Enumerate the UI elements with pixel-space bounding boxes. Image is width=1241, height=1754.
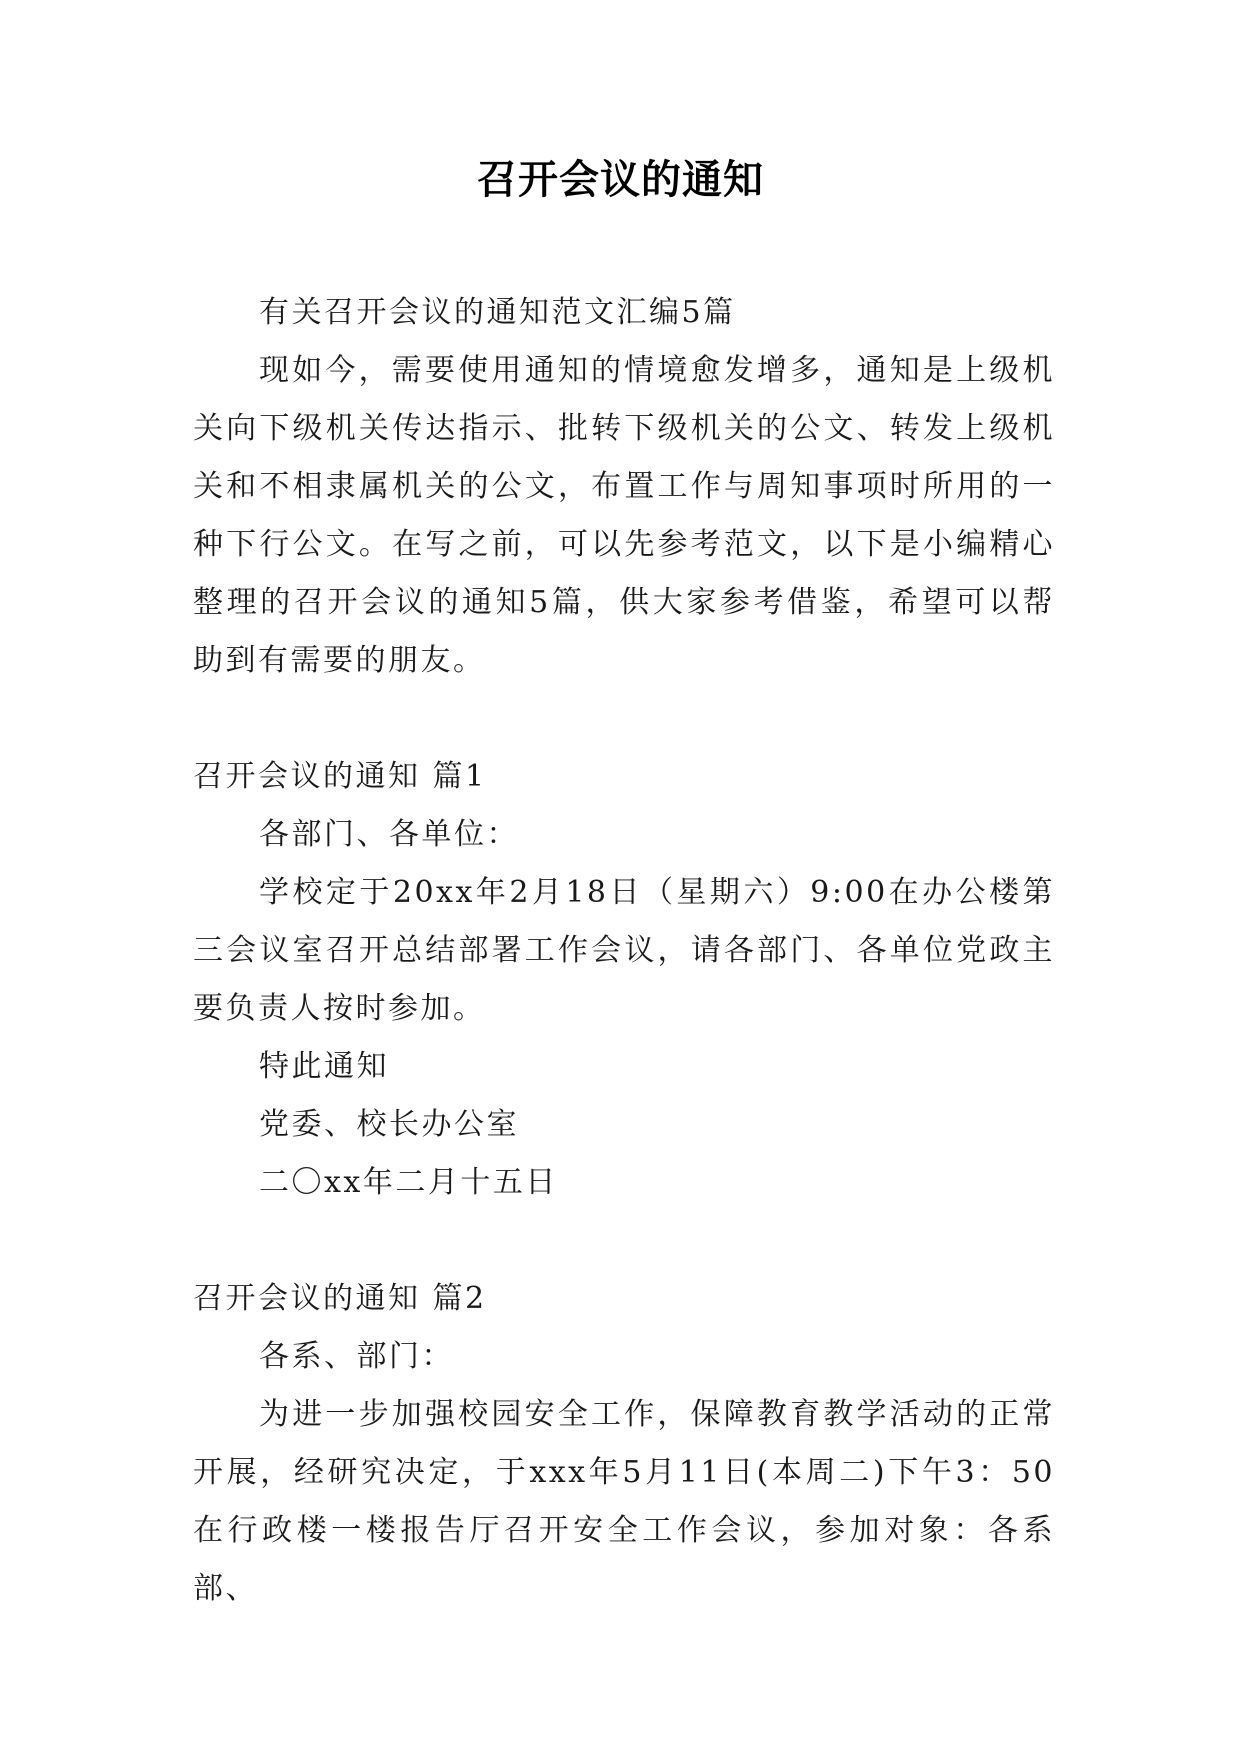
section-paragraph: 各系、部门： bbox=[259, 1339, 454, 1374]
section-1 bbox=[193, 748, 1055, 1212]
section-2 bbox=[193, 1270, 1055, 1618]
section-paragraph: 为进一步加强校园安全工作，保障教育教学活动的正常开展，经研究决定，于xxx年5月11日(本周二)下午3：50在行政楼一楼报告厅召开安全工作会议，参加对象：各系部、 bbox=[193, 1397, 1055, 1606]
section-heading: 召开会议的通知 篇2 bbox=[193, 1281, 487, 1316]
document-body bbox=[193, 284, 1055, 1618]
section-paragraph: 各部门、各单位： bbox=[259, 817, 519, 852]
section-heading: 召开会议的通知 篇1 bbox=[193, 759, 487, 794]
section-paragraph: 二〇xx年二月十五日 bbox=[259, 1165, 558, 1200]
intro-subtitle: 有关召开会议的通知范文汇编5篇 bbox=[259, 295, 736, 330]
section-paragraph: 党委、校长办公室 bbox=[259, 1107, 519, 1142]
document-title: 召开会议的通知 bbox=[477, 157, 764, 203]
section-paragraph: 学校定于20xx年2月18日（星期六）9:00在办公楼第三会议室召开总结部署工作会议，请各部门、各单位党政主要负责人按时参加。 bbox=[193, 875, 1055, 1026]
section-paragraph: 特此通知 bbox=[259, 1049, 389, 1084]
intro-paragraph: 现如今，需要使用通知的情境愈发增多，通知是上级机关向下级机关传达指示、批转下级机关的公文、转发上级机关和不相隶属机关的公文，布置工作与周知事项时所用的一种下行公文。在写之前，可以先参考范文，以下是小编精心整理的召开会议的通知5篇，供大家参考借鉴，希望可以帮助到有需要的朋友。 bbox=[193, 353, 1055, 678]
